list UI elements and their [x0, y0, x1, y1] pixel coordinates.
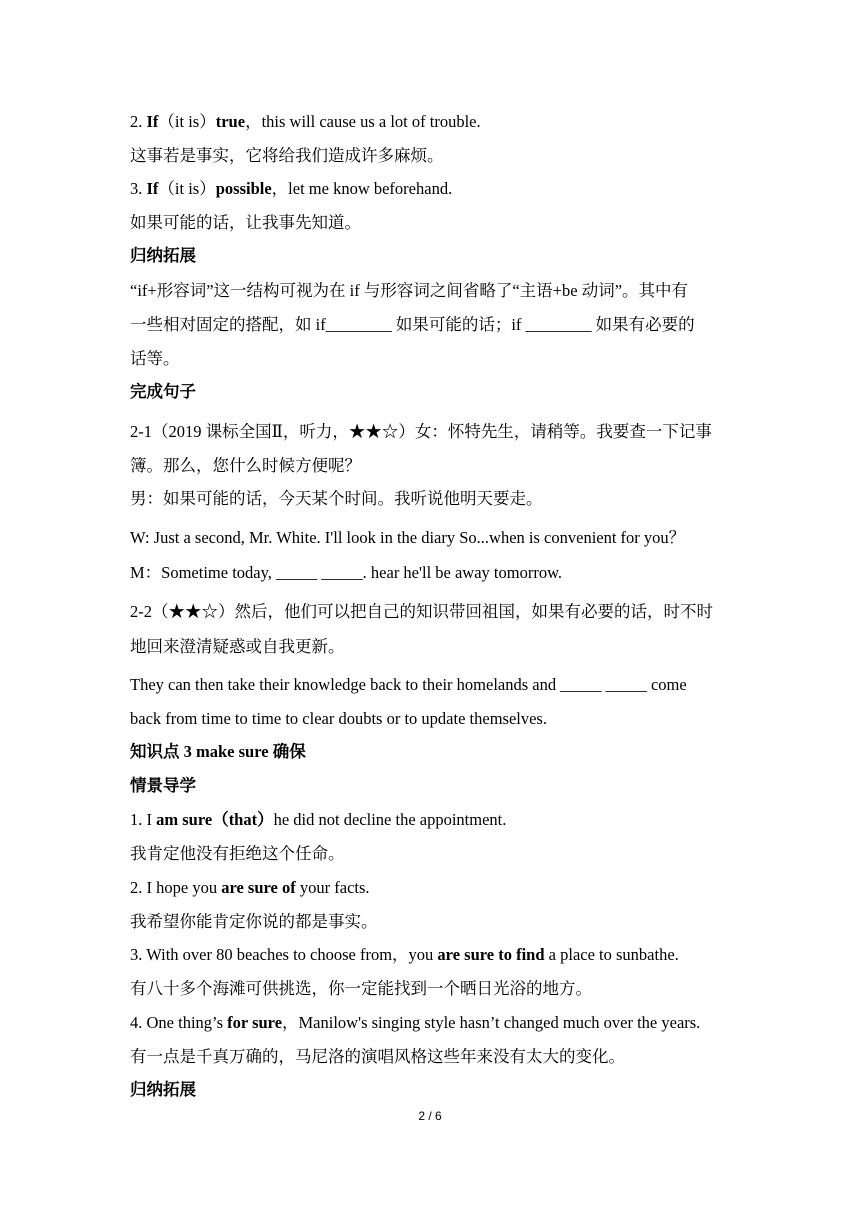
text-run: ，this will cause us a lot of trouble.	[245, 112, 481, 131]
text-run: 2-2（★★☆）然后，他们可以把自己的知识带回祖国，如果有必要的话，时不时	[130, 602, 713, 621]
text-run: 有一点是千真万确的，马尼洛的演唱风格这些年来没有太大的变化。	[130, 1047, 625, 1066]
page-number: 2 / 6	[418, 1109, 442, 1123]
text-run: 如果可能的话，让我事先知道。	[130, 213, 361, 232]
bold-run: true	[215, 112, 246, 131]
text-line	[130, 877, 370, 899]
text-line	[130, 1046, 625, 1068]
text-run: 2.	[130, 112, 147, 131]
text-run: he did not decline the appointment.	[273, 810, 507, 829]
text-line	[130, 843, 345, 865]
text-run: 地回来澄清疑惑或自我更新。	[130, 637, 345, 656]
text-line	[130, 348, 180, 370]
text-run: W: Just a second, Mr. White. I'll look in the diary So...when is convenient for you？	[130, 528, 686, 547]
text-line	[130, 1012, 700, 1034]
text-line	[130, 455, 361, 477]
text-run: ，Manilow's singing style hasn’t changed much over the years.	[282, 1013, 701, 1032]
text-run: 话等。	[130, 349, 180, 368]
text-line	[130, 145, 444, 167]
text-line	[130, 488, 543, 510]
text-line	[130, 527, 685, 549]
bold-run: possible	[215, 179, 272, 198]
text-line	[130, 178, 452, 200]
bold-run: 完成句子	[130, 382, 196, 401]
text-line	[130, 911, 378, 933]
text-line	[130, 314, 695, 336]
text-run: 这事若是事实，它将给我们造成许多麻烦。	[130, 146, 444, 165]
text-line	[130, 809, 506, 831]
text-run: 3. With over 80 beaches to choose from，you	[130, 945, 438, 964]
text-run: ，let me know beforehand.	[271, 179, 453, 198]
text-line	[130, 111, 481, 133]
text-run: （it is）	[158, 179, 216, 198]
text-line	[130, 944, 679, 966]
bold-run: If	[146, 179, 159, 198]
text-run: 4. One thing’s	[130, 1013, 228, 1032]
bold-run: are sure to find	[437, 945, 545, 964]
text-run: 2. I hope you	[130, 878, 222, 897]
bold-run: for sure	[227, 1013, 283, 1032]
text-run: （it is）	[158, 112, 216, 131]
bold-run: 情景导学	[130, 776, 196, 795]
text-line	[130, 601, 713, 623]
text-run: 1. I	[130, 810, 157, 829]
bold-run: If	[146, 112, 159, 131]
text-run: 男：如果可能的话，今天某个时间。我听说他明天要走。	[130, 489, 543, 508]
bold-run: 知识点 3 make sure 确保	[130, 742, 306, 761]
text-run: 一些相对固定的搭配，如 if________ 如果可能的话；if ________ 如果有必要的	[130, 315, 695, 334]
text-run: 簿。那么，您什么时候方便呢？	[130, 456, 361, 475]
text-line	[130, 708, 547, 730]
text-line	[130, 674, 687, 696]
text-line	[130, 741, 306, 763]
text-line	[130, 245, 196, 267]
text-run: back from time to time to clear doubts or to update themselves.	[130, 709, 547, 728]
text-run: “if+形容词”这一结构可视为在 if 与形容词之间省略了“主语+be 动词”。其中有	[130, 281, 689, 300]
text-line	[130, 381, 196, 403]
text-run: They can then take their knowledge back to their homelands and _____ _____ come	[130, 675, 687, 694]
text-line	[130, 421, 712, 443]
text-run: 有八十多个海滩可供挑选，你一定能找到一个晒日光浴的地方。	[130, 979, 592, 998]
bold-run: are sure of	[221, 878, 296, 897]
text-run: 3.	[130, 179, 147, 198]
text-line	[130, 1079, 196, 1101]
text-run: 我希望你能肯定你说的都是事实。	[130, 912, 378, 931]
text-line	[130, 636, 345, 658]
text-line	[130, 562, 562, 584]
text-run: 我肯定他没有拒绝这个任命。	[130, 844, 345, 863]
text-line	[130, 978, 592, 1000]
text-run: 2-1（2019 课标全国Ⅱ，听力，★★☆）女：怀特先生，请稍等。我要查一下记事	[130, 422, 712, 441]
text-line	[130, 775, 196, 797]
bold-run: 归纳拓展	[130, 1080, 196, 1099]
text-run: a place to sunbathe.	[544, 945, 679, 964]
text-run: your facts.	[295, 878, 370, 897]
text-run: M：Sometime today, _____ _____. hear he'll be away tomorrow.	[130, 563, 563, 582]
bold-run: 归纳拓展	[130, 246, 196, 265]
bold-run: am sure（that）	[156, 810, 274, 829]
text-line	[130, 212, 361, 234]
text-line	[130, 280, 688, 302]
